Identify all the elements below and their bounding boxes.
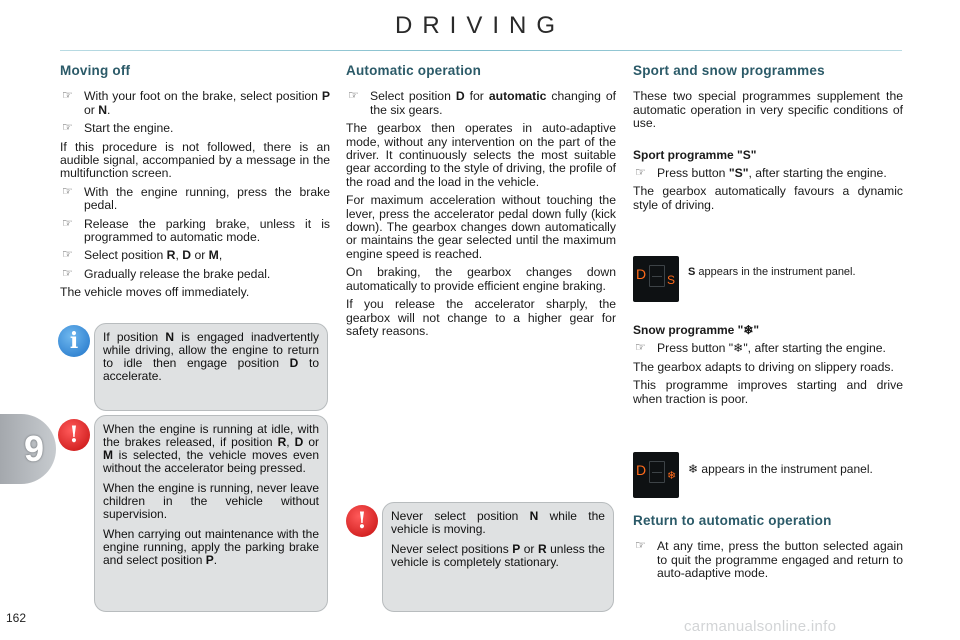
paragraph: On braking, the gearbox changes down automatically to provide efficient engine braking. bbox=[346, 265, 616, 293]
list-item: ☞ With your foot on the brake, select position P or N. bbox=[60, 90, 330, 117]
paragraph: If you release the accelerator sharply, the gearbox will not change to a higher gear for safety reasons. bbox=[346, 297, 616, 338]
paragraph: For maximum acceleration without touching the lever, press the accelerator pedal down fully (kick down). The gearbox changes down automatically or maintains the gear selected until the maximum engine speed is reached. bbox=[346, 193, 616, 261]
sport-indicator: S bbox=[667, 273, 676, 287]
snow-panel-note: ❄ appears in the instrument panel. bbox=[688, 462, 873, 476]
warning-text: When the engine is running at idle, with the brakes released, if position R, D or M is selected, the vehicle moves even without the accelerator being pressed. bbox=[103, 422, 319, 475]
list-item: ☞ Start the engine. bbox=[60, 122, 330, 135]
sport-programme-heading: Sport programme "S" bbox=[633, 147, 757, 162]
paragraph: The vehicle moves off immediately. bbox=[60, 285, 250, 300]
info-text: If position N is engaged inadvertently while driving, allow the engine to return to idle then engage position D to accelerate. bbox=[103, 330, 319, 383]
list-item: ☞ Press button "S", after starting the engine. bbox=[633, 167, 903, 180]
warning-box-right bbox=[382, 502, 614, 612]
list-item: ☞ Release the parking brake, unless it is programmed to automatic mode. bbox=[60, 218, 330, 245]
warning-text: Never select positions P or R unless the vehicle is completely stationary. bbox=[391, 542, 605, 569]
warning-icon-glyph: ! bbox=[357, 508, 367, 534]
sport-snow-section bbox=[633, 64, 903, 217]
warning-text: When carrying out maintenance with the engine running, apply the parking brake and select position P. bbox=[103, 527, 319, 567]
list-item: ☞ Select position D for automatic changing of the six gears. bbox=[346, 90, 616, 117]
gear-indicator: D bbox=[636, 266, 647, 282]
snow-programme-heading: Snow programme "❄" bbox=[633, 323, 760, 337]
page-title: DRIVING bbox=[394, 12, 565, 39]
list-item: ☞ Press button "❄", after starting the engine. bbox=[633, 342, 903, 355]
title-divider bbox=[60, 50, 902, 51]
moving-off-heading: Moving off bbox=[60, 63, 131, 78]
paragraph: If this procedure is not followed, there is an audible signal, accompanied by a message in the multifunction screen. bbox=[60, 139, 330, 181]
paragraph: The gearbox then operates in auto-adaptive mode, without any intervention on the part of the driver. It continuously selects the most suitable gear according to the style of driving, the profile of the road and the load in the vehicle. bbox=[346, 121, 616, 189]
snowflake-icon: ❄ bbox=[667, 469, 677, 482]
snow-programme-section bbox=[633, 324, 903, 411]
info-icon-glyph: i bbox=[69, 328, 79, 354]
gear-segment-icon bbox=[649, 461, 665, 483]
list-item: ☞ Gradually release the brake pedal. bbox=[60, 268, 330, 281]
automatic-operation-section bbox=[346, 64, 616, 343]
sport-panel-note: S appears in the instrument panel. bbox=[688, 266, 856, 278]
sport-dash-display bbox=[633, 256, 679, 302]
paragraph: The gearbox automatically favours a dynamic style of driving. bbox=[633, 184, 903, 212]
automatic-operation-heading: Automatic operation bbox=[346, 63, 482, 78]
paragraph: The gearbox adapts to driving on slippery roads. bbox=[633, 359, 894, 374]
list-item: ☞ Select position R, D or M, bbox=[60, 249, 330, 262]
sport-snow-heading: Sport and snow programmes bbox=[633, 63, 825, 78]
chapter-number: 9 bbox=[23, 428, 45, 469]
page-number: 162 bbox=[6, 611, 27, 625]
paragraph: This programme improves starting and drive when traction is poor. bbox=[633, 378, 903, 406]
paragraph: These two special programmes supplement the automatic operation in very specific conditions of use. bbox=[633, 89, 903, 131]
warning-text: When the engine is running, never leave children in the vehicle without supervision. bbox=[103, 481, 319, 521]
warning-text: Never select position N while the vehicle is moving. bbox=[391, 509, 605, 536]
moving-off-section bbox=[60, 64, 330, 305]
warning-box-left bbox=[94, 415, 328, 612]
watermark: carmanualsonline.info bbox=[684, 618, 837, 635]
list-item: ☞ With the engine running, press the brake pedal. bbox=[60, 186, 330, 213]
gear-indicator: D bbox=[636, 462, 647, 478]
warning-icon-glyph: ! bbox=[69, 422, 79, 448]
info-box bbox=[94, 323, 328, 411]
snow-dash-display bbox=[633, 452, 679, 498]
gear-segment-icon bbox=[649, 265, 665, 287]
return-auto-heading: Return to automatic operation bbox=[633, 513, 832, 528]
list-item: ☞ At any time, press the button selected again to quit the programme engaged and return to auto-adaptive mode. bbox=[633, 540, 903, 580]
return-auto-section bbox=[633, 514, 903, 586]
